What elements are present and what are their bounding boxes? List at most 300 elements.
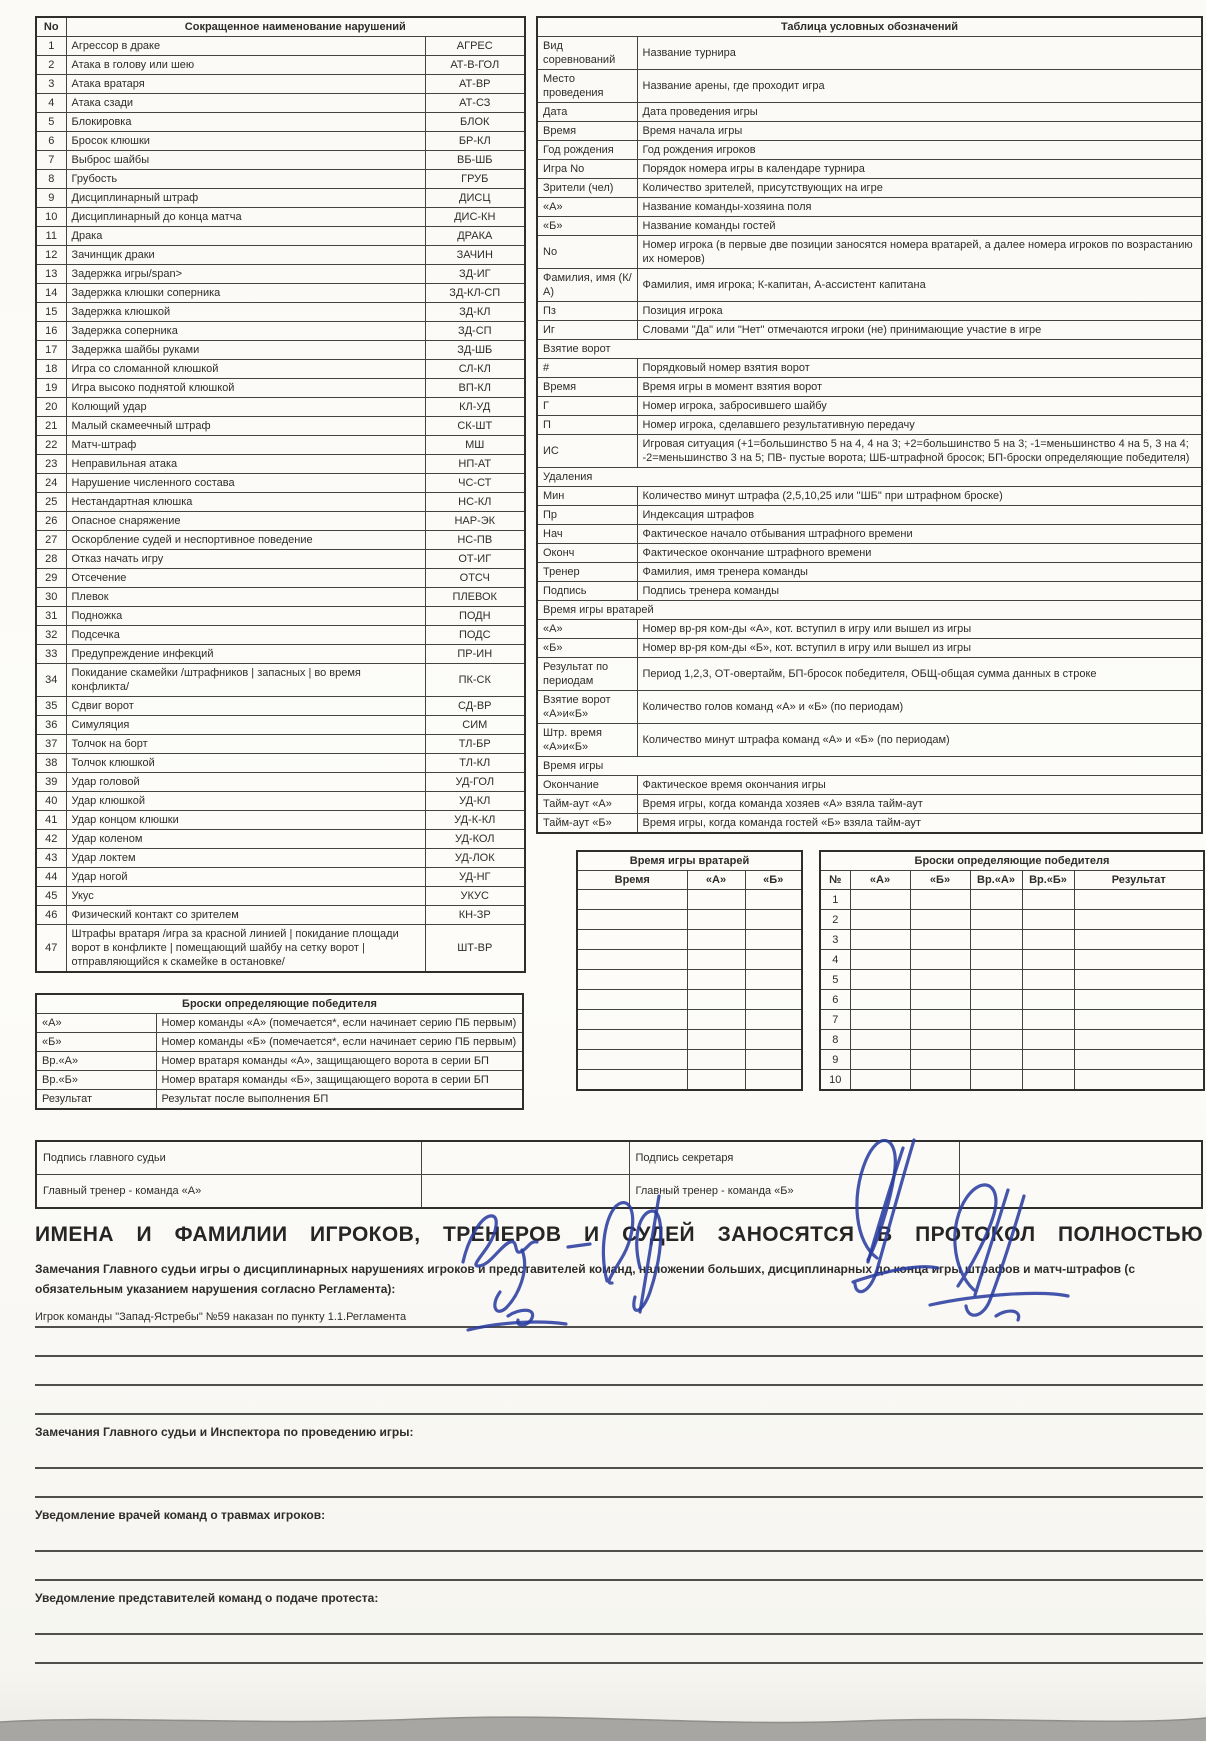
violation-number: 17 [36, 341, 66, 360]
chief-referee-signature-label: Подпись главного судьи [36, 1141, 421, 1175]
legend-description: Порядковый номер взятия ворот [637, 359, 1202, 378]
violation-number: 7 [36, 151, 66, 170]
shootout-empty-cell [1074, 930, 1204, 950]
violation-name: Атака в голову или шею [66, 56, 425, 75]
shootout-empty-cell [1022, 1050, 1074, 1070]
violation-number: 20 [36, 398, 66, 417]
protest-blank-line [35, 1606, 1203, 1635]
legend-section-label: Время игры вратарей [537, 601, 1202, 620]
legend-title-row [537, 17, 1202, 37]
violation-name: Матч-штраф [66, 436, 425, 455]
violation-name: Штрафы вратаря /игра за красной линией | покидание площади ворот в конфликте | помещающий шайбу на сетку ворот |отправляющийся к скамейке в остановке/ [66, 925, 425, 973]
legend-term: No [537, 236, 637, 269]
legend-description: Год рождения игроков [637, 141, 1202, 160]
legend-description: Фактическое окончание штрафного времени [637, 544, 1202, 563]
legend-description: Время игры, когда команда гостей «Б» взяла тайм-аут [637, 814, 1202, 834]
violation-row [36, 322, 525, 341]
shootout-legend-row [36, 1014, 523, 1033]
violation-number: 22 [36, 436, 66, 455]
legend-term: Время [537, 122, 637, 141]
shootout-row-number: 1 [820, 890, 850, 910]
legend-row [537, 416, 1202, 435]
shootout-empty-cell [970, 1050, 1022, 1070]
violation-row [36, 550, 525, 569]
legend-description: Название команды-хозяина поля [637, 198, 1202, 217]
violation-name: Удар коленом [66, 830, 425, 849]
violation-abbr: ОТСЧ [425, 569, 525, 588]
violation-name: Атака вратаря [66, 75, 425, 94]
shootout-row [820, 1030, 1204, 1050]
goalie-time-empty-cell [577, 910, 687, 930]
shootout-row-number: 9 [820, 1050, 850, 1070]
legend-term: Окончание [537, 776, 637, 795]
violation-row [36, 830, 525, 849]
coach-b-signature-label: Главный тренер - команда «Б» [629, 1175, 959, 1209]
legend-description: Количество минут штрафа (2,5,10,25 или "ШБ" при штрафном броске) [637, 487, 1202, 506]
signatures-row-2 [36, 1175, 1202, 1209]
violation-number: 34 [36, 664, 66, 697]
shootout-empty-cell [850, 1030, 910, 1050]
violation-name: Драка [66, 227, 425, 246]
signatures-row-1 [36, 1141, 1202, 1175]
violation-name: Удар головой [66, 773, 425, 792]
violation-number: 9 [36, 189, 66, 208]
legend-row [537, 321, 1202, 340]
typed-violation-note: Игрок команды "Запад-Ястребы" №59 наказан по пункту 1.1.Регламента [35, 1311, 407, 1323]
legend-term: Взятие ворот «А»и«Б» [537, 691, 637, 724]
goalie-time-empty-cell [687, 990, 745, 1010]
legend-row [537, 122, 1202, 141]
shootout-legend-term: «Б» [36, 1033, 156, 1052]
shootout-empty-cell [910, 890, 970, 910]
shootout-empty-cell [850, 990, 910, 1010]
goalie-time-row [577, 910, 802, 930]
legend-section-label: Время игры [537, 757, 1202, 776]
goalie-time-empty-cell [745, 970, 802, 990]
protest-blank-line [35, 1635, 1203, 1664]
legend-term: П [537, 416, 637, 435]
violation-abbr: УКУС [425, 887, 525, 906]
legend-description: Позиция игрока [637, 302, 1202, 321]
violation-name: Агрессор в драке [66, 37, 425, 56]
page-content [35, 16, 1203, 1664]
legend-row [537, 378, 1202, 397]
legend-description: Дата проведения игры [637, 103, 1202, 122]
shootout-legend-description: Номер команды «А» (помечается*, если начинает серию ПБ первым) [156, 1014, 523, 1033]
violation-name: Зачинщик драки [66, 246, 425, 265]
violation-row [36, 341, 525, 360]
shootout-legend-row [36, 1090, 523, 1110]
goalie-time-table [576, 850, 803, 1091]
violation-name: Опасное снаряжение [66, 512, 425, 531]
violation-name: Физический контакт со зрителем [66, 906, 425, 925]
violation-row [36, 531, 525, 550]
legend-description: Количество зрителей, присутствующих на игре [637, 179, 1202, 198]
goalie-time-empty-cell [745, 1010, 802, 1030]
violation-number: 45 [36, 887, 66, 906]
shot-col-b: «Б» [910, 871, 970, 890]
legend-term: Вид соревнований [537, 37, 637, 70]
shootout-empty-cell [970, 890, 1022, 910]
violation-number: 25 [36, 493, 66, 512]
shootout-empty-cell [850, 1010, 910, 1030]
shootout-empty-cell [970, 950, 1022, 970]
violation-row [36, 360, 525, 379]
shootout-legend-table [35, 993, 524, 1110]
goalie-time-row [577, 990, 802, 1010]
legend-term: Время [537, 378, 637, 397]
violation-name: Подсечка [66, 626, 425, 645]
violation-row [36, 626, 525, 645]
shootout-empty-cell [1022, 1030, 1074, 1050]
legend-row [537, 37, 1202, 70]
legend-description: Номер игрока (в первые две позиции заносятся номера вратарей, а далее номера игроков по возрастанию их номеров) [637, 236, 1202, 269]
violation-number: 26 [36, 512, 66, 531]
legend-row [537, 814, 1202, 834]
violation-row [36, 493, 525, 512]
violation-row [36, 735, 525, 754]
shootout-title-row [820, 851, 1204, 871]
shootout-empty-cell [1022, 990, 1074, 1010]
legend-term: Нач [537, 525, 637, 544]
legend-term: Место проведения [537, 70, 637, 103]
legend-description: Подпись тренера команды [637, 582, 1202, 601]
shootout-empty-cell [1074, 990, 1204, 1010]
goalie-time-row [577, 930, 802, 950]
violation-number: 32 [36, 626, 66, 645]
violation-number: 41 [36, 811, 66, 830]
legend-row [537, 563, 1202, 582]
violation-name: Оскорбление судей и неспортивное поведение [66, 531, 425, 550]
shootout-empty-cell [910, 1050, 970, 1070]
goalie-time-empty-cell [577, 930, 687, 950]
violation-row [36, 754, 525, 773]
violation-number: 19 [36, 379, 66, 398]
goalie-time-row [577, 950, 802, 970]
violation-name: Плевок [66, 588, 425, 607]
full-names-notice: ИМЕНА И ФАМИЛИИ ИГРОКОВ, ТРЕНЕРОВ И СУДЕЙ ЗАНОСЯТСЯ В ПРОТОКОЛ ПОЛНОСТЬЮ [35, 1223, 1203, 1246]
inspector-remarks-heading: Замечания Главного судьи и Инспектора по проведению игры: [35, 1425, 414, 1439]
legend-row [537, 435, 1202, 468]
violation-number: 37 [36, 735, 66, 754]
legend-row [537, 359, 1202, 378]
legend-term: Зрители (чел) [537, 179, 637, 198]
violation-number: 30 [36, 588, 66, 607]
shootout-empty-cell [1074, 950, 1204, 970]
goalie-time-empty-cell [577, 1030, 687, 1050]
violation-row [36, 94, 525, 113]
inspector-blank-line [35, 1469, 1203, 1498]
violation-row [36, 887, 525, 906]
violation-name: Задержка игры/span> [66, 265, 425, 284]
legend-term: «А» [537, 198, 637, 217]
legend-description: Порядок номера игры в календаре турнира [637, 160, 1202, 179]
shootout-empty-cell [970, 970, 1022, 990]
violation-abbr: ГРУБ [425, 170, 525, 189]
shootout-empty-cell [850, 930, 910, 950]
shootout-row [820, 910, 1204, 930]
violation-abbr: ПЛЕВОК [425, 588, 525, 607]
violation-row [36, 284, 525, 303]
violation-abbr: УД-КЛ [425, 792, 525, 811]
legend-term: «А» [537, 620, 637, 639]
violation-row [36, 265, 525, 284]
legend-title: Таблица условных обозначений [537, 17, 1202, 37]
violation-row [36, 588, 525, 607]
legend-description: Номер игрока, забросившего шайбу [637, 397, 1202, 416]
legend-section-label: Удаления [537, 468, 1202, 487]
goalie-time-empty-cell [745, 1050, 802, 1070]
shootout-row [820, 1050, 1204, 1070]
violation-row [36, 132, 525, 151]
shootout-row [820, 930, 1204, 950]
violation-abbr: ВБ-ШБ [425, 151, 525, 170]
goalie-time-empty-cell [577, 1010, 687, 1030]
legend-description: Фамилия, имя тренера команды [637, 563, 1202, 582]
violation-row [36, 113, 525, 132]
violation-row [36, 925, 525, 973]
violation-abbr: ПР-ИН [425, 645, 525, 664]
shot-col-gka: Вр.«А» [970, 871, 1022, 890]
violation-row [36, 208, 525, 227]
shootout-row-number: 2 [820, 910, 850, 930]
violation-abbr: СК-ШТ [425, 417, 525, 436]
violation-row [36, 246, 525, 265]
violation-abbr: КЛ-УД [425, 398, 525, 417]
violation-name: Неправильная атака [66, 455, 425, 474]
violation-number: 12 [36, 246, 66, 265]
shootout-empty-cell [910, 950, 970, 970]
goalie-time-row [577, 890, 802, 910]
shot-col-gkb: Вр.«Б» [1022, 871, 1074, 890]
shootout-legend-term: «А» [36, 1014, 156, 1033]
violation-row [36, 697, 525, 716]
violation-row [36, 474, 525, 493]
legend-description: Индексация штрафов [637, 506, 1202, 525]
shootout-legend-row [36, 1033, 523, 1052]
shootout-empty-cell [910, 990, 970, 1010]
violation-abbr: УД-КОЛ [425, 830, 525, 849]
legend-term: Штр. время «А»и«Б» [537, 724, 637, 757]
violation-row [36, 455, 525, 474]
legend-row [537, 620, 1202, 639]
legend-description: Номер игрока, сделавшего результативную передачу [637, 416, 1202, 435]
remarks-blank-line [35, 1328, 1203, 1357]
violation-abbr: СД-ВР [425, 697, 525, 716]
remarks-blank-line [35, 1386, 1203, 1415]
legend-description: Фактическое время окончания игры [637, 776, 1202, 795]
goalie-time-empty-cell [687, 930, 745, 950]
legend-row [537, 506, 1202, 525]
legend-row [537, 601, 1202, 620]
legend-term: Пз [537, 302, 637, 321]
violation-abbr: ПОДН [425, 607, 525, 626]
violation-number: 42 [36, 830, 66, 849]
violation-row [36, 607, 525, 626]
legend-description: Название команды гостей [637, 217, 1202, 236]
shot-col-no: № [820, 871, 850, 890]
legend-row [537, 724, 1202, 757]
violation-number: 39 [36, 773, 66, 792]
violation-abbr: ДИСЦ [425, 189, 525, 208]
violation-name: Сдвиг ворот [66, 697, 425, 716]
legend-term: Тренер [537, 563, 637, 582]
legend-term: Пр [537, 506, 637, 525]
shootout-row-number: 5 [820, 970, 850, 990]
goalie-time-row [577, 1010, 802, 1030]
violation-name: Покидание скамейки /штрафников | запасных | во время конфликта/ [66, 664, 425, 697]
violation-row [36, 716, 525, 735]
shootout-empty-cell [850, 910, 910, 930]
shootout-empty-cell [1074, 1070, 1204, 1091]
legend-term: Фамилия, имя (К/А) [537, 269, 637, 302]
violation-number: 14 [36, 284, 66, 303]
goalie-col-time: Время [577, 871, 687, 890]
shootout-empty-cell [1022, 930, 1074, 950]
remarks-section [35, 1259, 1203, 1664]
goalie-time-empty-cell [577, 950, 687, 970]
violation-number: 43 [36, 849, 66, 868]
violation-number: 35 [36, 697, 66, 716]
legend-term: Тайм-аут «А» [537, 795, 637, 814]
violation-abbr: ЗД-ИГ [425, 265, 525, 284]
goalie-time-row [577, 970, 802, 990]
goalie-time-row [577, 1050, 802, 1070]
shootout-empty-cell [1074, 1050, 1204, 1070]
violation-number: 6 [36, 132, 66, 151]
violation-abbr: АТ-ВР [425, 75, 525, 94]
violation-name: Дисциплинарный до конца матча [66, 208, 425, 227]
violation-abbr: БР-КЛ [425, 132, 525, 151]
shootout-empty-cell [850, 1070, 910, 1091]
violation-name: Удар ногой [66, 868, 425, 887]
legend-description: Название турнира [637, 37, 1202, 70]
violation-number: 10 [36, 208, 66, 227]
violation-name: Подножка [66, 607, 425, 626]
violation-abbr: ДРАКА [425, 227, 525, 246]
legend-description: Название арены, где проходит игра [637, 70, 1202, 103]
shootout-empty-cell [1074, 970, 1204, 990]
shootout-row [820, 1070, 1204, 1091]
violation-number: 15 [36, 303, 66, 322]
violation-abbr: ПК-СК [425, 664, 525, 697]
violation-abbr: КН-ЗР [425, 906, 525, 925]
violation-row [36, 512, 525, 531]
shootout-title: Броски определяющие победителя [820, 851, 1204, 871]
coach-a-signature-area [421, 1175, 629, 1209]
goalie-time-empty-cell [745, 890, 802, 910]
referee-remarks-heading: Замечания Главного судьи игры о дисциплинарных нарушениях игроков и представителей команд, наложении больших, дисциплинарных до конца игры штрафов и матч-штрафов (с обязательным указанием нарушения согласно Регламента): [35, 1262, 1136, 1296]
legend-term: Г [537, 397, 637, 416]
shootout-empty-cell [970, 930, 1022, 950]
shootout-empty-cell [970, 1070, 1022, 1091]
small-tables-row [576, 850, 1203, 1091]
legend-term: «Б» [537, 639, 637, 658]
goalie-time-empty-cell [687, 910, 745, 930]
violation-name: Игра со сломанной клюшкой [66, 360, 425, 379]
violation-abbr: НС-ПВ [425, 531, 525, 550]
shootout-row [820, 1010, 1204, 1030]
shootout-empty-cell [1022, 890, 1074, 910]
goalie-time-empty-cell [745, 930, 802, 950]
legend-term: Год рождения [537, 141, 637, 160]
shootout-empty-cell [910, 1030, 970, 1050]
violation-number: 36 [36, 716, 66, 735]
shootout-legend-term: Результат [36, 1090, 156, 1110]
shootout-legend-term: Вр.«А» [36, 1052, 156, 1071]
legend-term: Дата [537, 103, 637, 122]
shootout-legend-title: Броски определяющие победителя [36, 994, 523, 1014]
doctors-blank-line [35, 1552, 1203, 1581]
legend-term: Мин [537, 487, 637, 506]
violation-abbr: ПОДС [425, 626, 525, 645]
violation-row [36, 664, 525, 697]
legend-row [537, 776, 1202, 795]
violations-header-no: No [36, 17, 66, 37]
goalie-time-header-row [577, 871, 802, 890]
inspector-blank-line [35, 1440, 1203, 1469]
violation-name: Атака сзади [66, 94, 425, 113]
violation-abbr: ДИС-КН [425, 208, 525, 227]
violation-abbr: АТ-СЗ [425, 94, 525, 113]
violation-number: 40 [36, 792, 66, 811]
violation-number: 1 [36, 37, 66, 56]
shootout-empty-cell [1022, 970, 1074, 990]
legend-section-label: Взятие ворот [537, 340, 1202, 359]
violation-number: 3 [36, 75, 66, 94]
violation-abbr: АГРЕС [425, 37, 525, 56]
shootout-row-number: 4 [820, 950, 850, 970]
shootout-empty-cell [970, 910, 1022, 930]
violations-table [35, 16, 526, 973]
shootout-empty-cell [1074, 1030, 1204, 1050]
violations-header-name: Сокращенное наименование нарушений [66, 17, 525, 37]
legend-row [537, 487, 1202, 506]
legend-description: Номер вр-ря ком-ды «Б», кот. вступил в игру или вышел из игры [637, 639, 1202, 658]
legend-row [537, 160, 1202, 179]
violation-row [36, 56, 525, 75]
violation-number: 38 [36, 754, 66, 773]
legend-description: Фамилия, имя игрока; К-капитан, А-ассистент капитана [637, 269, 1202, 302]
violation-row [36, 849, 525, 868]
shootout-row [820, 950, 1204, 970]
secretary-signature-label: Подпись секретаря [629, 1141, 959, 1175]
goalie-time-empty-cell [745, 990, 802, 1010]
goalie-time-empty-cell [577, 990, 687, 1010]
goalie-time-empty-cell [687, 890, 745, 910]
violation-name: Дисциплинарный штраф [66, 189, 425, 208]
violation-abbr: ШТ-ВР [425, 925, 525, 973]
violation-name: Отказ начать игру [66, 550, 425, 569]
legend-row [537, 302, 1202, 321]
violation-name: Отсечение [66, 569, 425, 588]
legend-description: Время игры в момент взятия ворот [637, 378, 1202, 397]
legend-term: Иг [537, 321, 637, 340]
violation-number: 44 [36, 868, 66, 887]
legend-description: Время начала игры [637, 122, 1202, 141]
violation-abbr: БЛОК [425, 113, 525, 132]
legend-description: Количество голов команд «А» и «Б» (по периодам) [637, 691, 1202, 724]
violation-number: 18 [36, 360, 66, 379]
shootout-empty-cell [1074, 890, 1204, 910]
doctors-blank-line [35, 1523, 1203, 1552]
legend-description: Фактическое начало отбывания штрафного времени [637, 525, 1202, 544]
violation-name: Предупреждение инфекций [66, 645, 425, 664]
violation-row [36, 75, 525, 94]
top-columns [35, 16, 1203, 1110]
shootout-row [820, 890, 1204, 910]
violation-name: Задержка соперника [66, 322, 425, 341]
